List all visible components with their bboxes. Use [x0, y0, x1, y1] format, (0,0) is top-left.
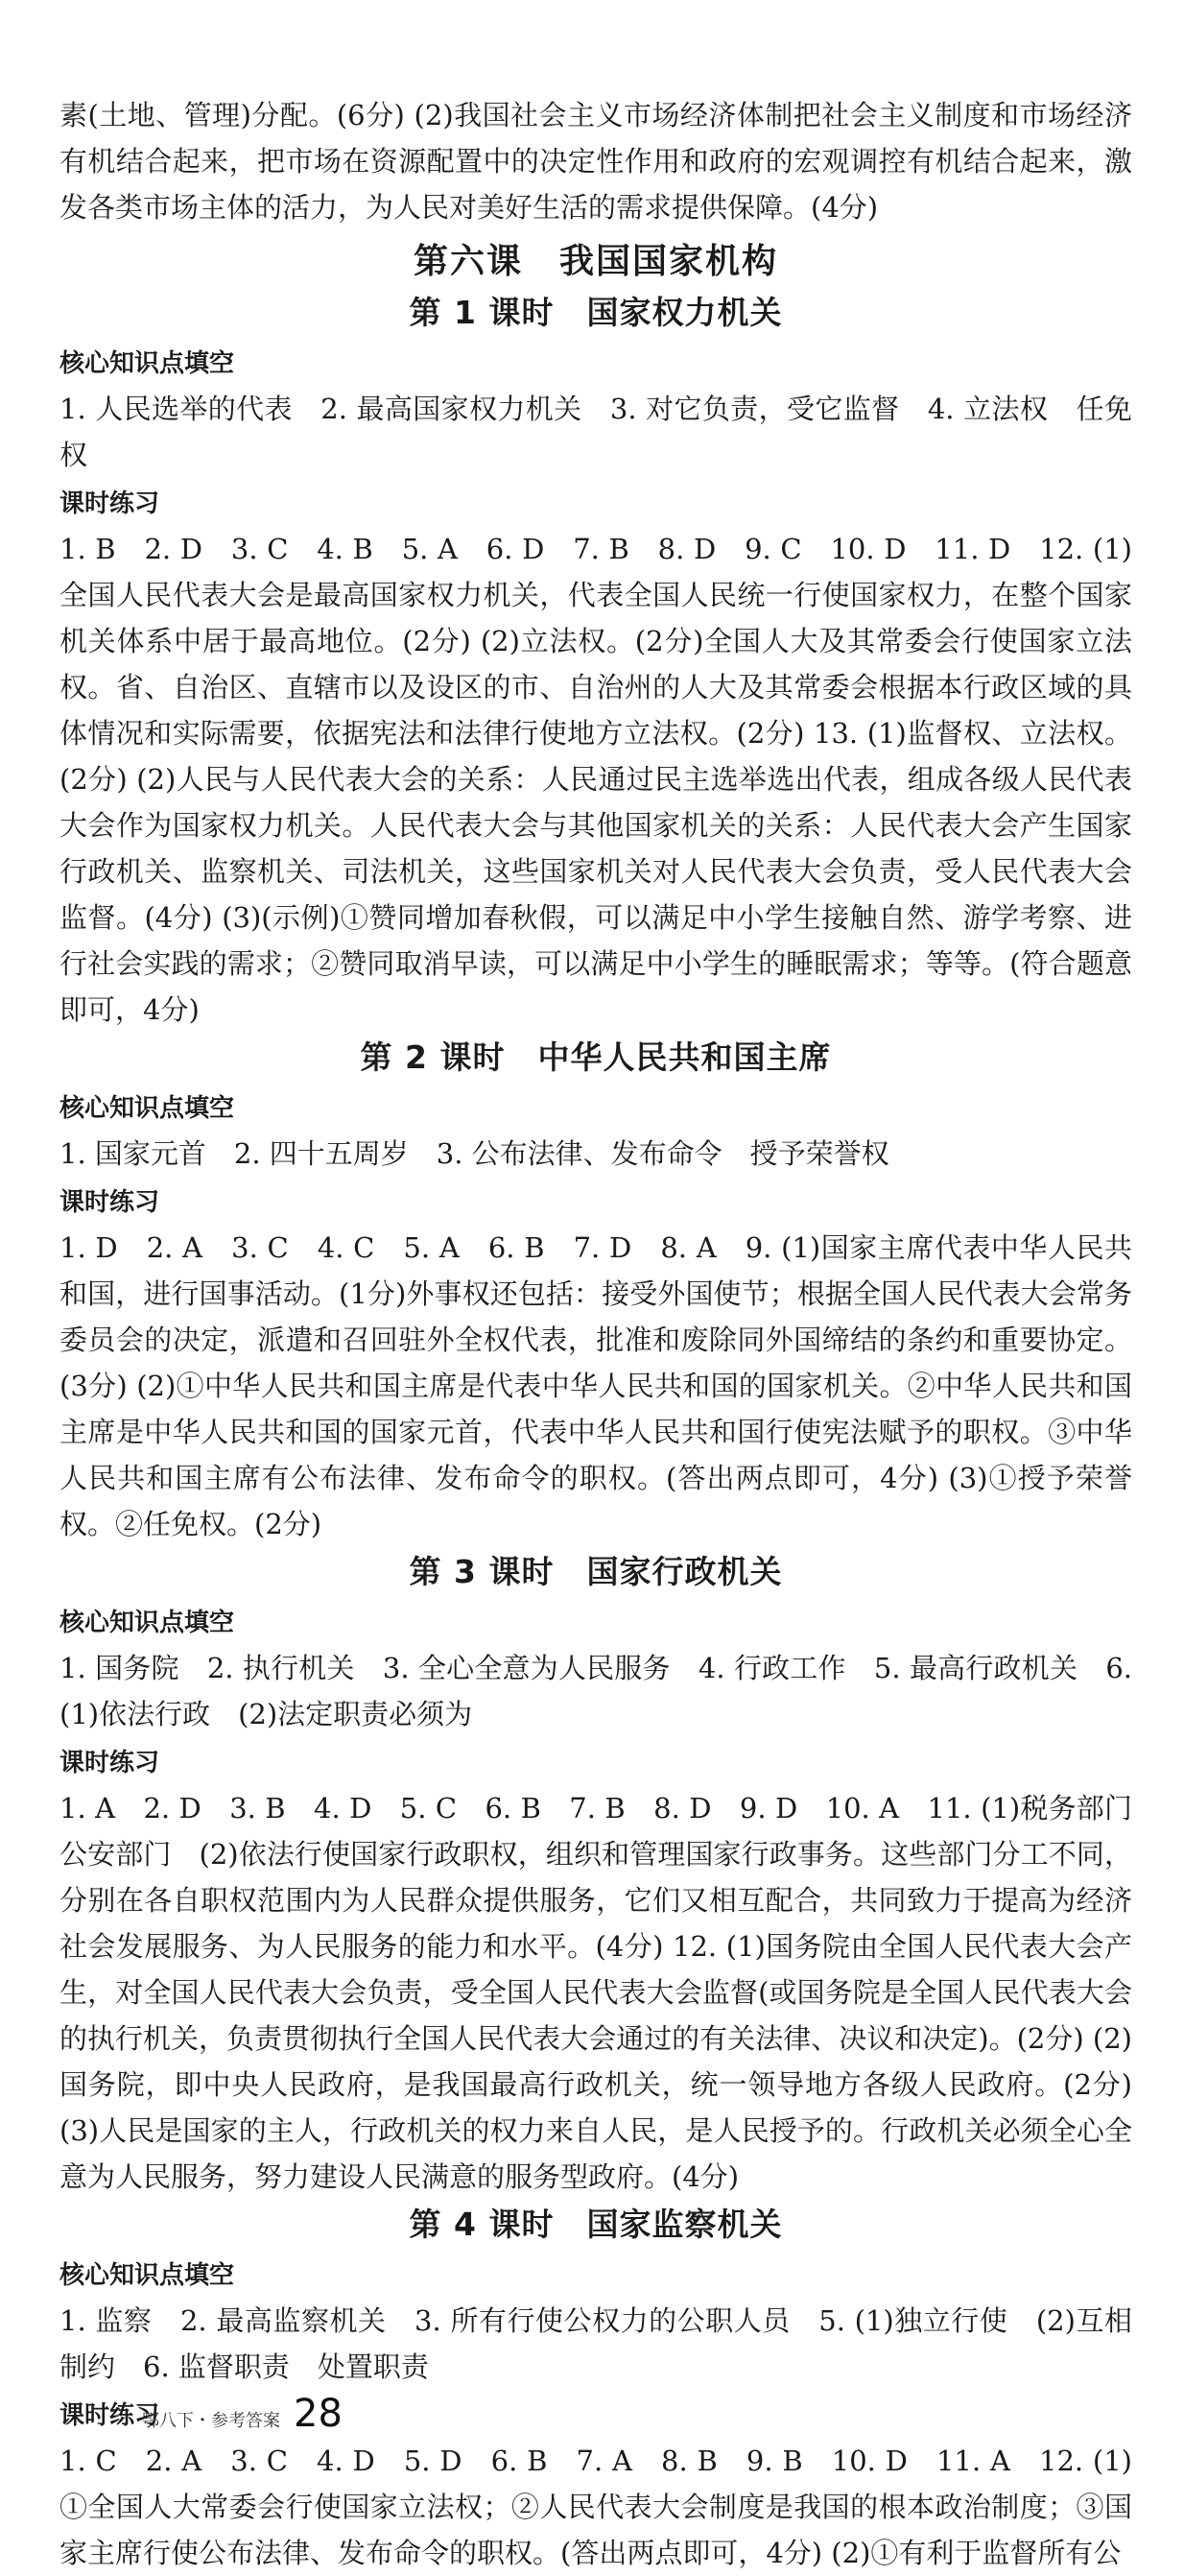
section-2 — [59, 1033, 1132, 1547]
section-title: 第 1 课时 国家权力机关 — [409, 294, 783, 331]
core-knowledge-answers: 1. 国家元首 2. 四十五周岁 3. 公布法律、发布命令 授予荣誉权 — [59, 1137, 889, 1170]
practice-label: 课时练习 — [59, 1188, 160, 1217]
core-knowledge-answers: 1. 国务院 2. 执行机关 3. 全心全意为人民服务 4. 行政工作 5. 最高行政机关 6. (1)依法行政 (2)法定职责必须为 — [59, 1652, 1132, 1730]
section-3 — [59, 1547, 1161, 2200]
practice-label: 课时练习 — [59, 1749, 160, 1777]
practice-answers: 1. C 2. A 3. C 4. D 5. D 6. B 7. A 8. B 9. B 10. D 11. A 12. (1)①全国人大常委会行使国家立法权；②人民代表大会制度是我国的根本政治制度；③国家主席行使公布法律、发布命令的职权。(答出两点即可，4分) (2)①有利于监督所有公 — [59, 2445, 1132, 2569]
page-content — [59, 92, 1161, 2576]
section-4 — [59, 2200, 1132, 2576]
practice-label: 课时练习 — [59, 489, 160, 518]
core-knowledge-answers: 1. 监察 2. 最高监察机关 3. 所有行使公权力的公职人员 5. (1)独立行使 (2)互相制约 6. 监督职责 处置职责 — [59, 2304, 1132, 2383]
practice-answers: 1. D 2. A 3. C 4. C 5. A 6. B 7. D 8. A 9. (1)国家主席代表中华人民共和国，进行国事活动。(1分)外事权还包括：接受外国使节；根据全国人民代表大会常务委员会的决定，派遣和召回驻外全权代表，批准和废除同外国缔结的条约和重要协定。(3分) (2)①中华人民共和国主席是代表中华人民共和国的国家机关。②中华人民共和国主席是中华人民共和国的国家元首，代表中华人民共和国行使宪法赋予的职权。③中华人民共和国主席有公布法律、发布命令的职权。(答出两点即可，4分) (3)①授予荣誉权。②任免权。(2分) — [59, 1231, 1132, 1540]
intro-paragraph: 素(土地、管理)分配。(6分) (2)我国社会主义市场经济体制把社会主义制度和市场经济有机结合起来，把市场在资源配置中的决定性作用和政府的宏观调控有机结合起来，激发各类市场主体的活力，为人民对美好生活的需求提供保障。(4分) — [59, 99, 1132, 224]
practice-label: 课时练习 — [59, 2401, 160, 2430]
core-knowledge-answers: 1. 人民选举的代表 2. 最高国家权力机关 3. 对它负责，受它监督 4. 立法权 任免权 — [59, 393, 1132, 471]
page-footer — [142, 2392, 343, 2436]
core-knowledge-label: 核心知识点填空 — [59, 1609, 235, 1637]
practice-answers: 1. A 2. D 3. B 4. D 5. C 6. B 7. B 8. D 9. D 10. A 11. (1)税务部门 公安部门 (2)依法行使国家行政职权，组织和管理国家行政事务。这些部门分工不同，分别在各自职权范围内为人民群众提供服务，它们又相互配合，共同致力于提高为经济社会发展服务、为人民服务的能力和水平。(4分) 12. (1)国务院由全国人民代表大会产生，对全国人民代表大会负责，受全国人民代表大会监督(或国务院是全国人民代表大会的执行机关，负责贯彻执行全国人民代表大会通过的有关法律、决议和决定)。(2分) (2)国务院，即中央人民政府，是我国最高行政机关，统一领导地方各级人民政府。(2分) (3)人民是国家的主人，行政机关的权力来自人民，是人民授予的。行政机关必须全心全意为人民服务，努力建设人民满意的服务型政府。(4分) — [59, 1792, 1161, 2193]
lesson-title: 第六课 我国国家机构 — [413, 242, 778, 281]
core-knowledge-label: 核心知识点填空 — [59, 1094, 235, 1123]
section-title: 第 3 课时 国家行政机关 — [409, 1553, 783, 1590]
section-title: 第 4 课时 国家监察机关 — [409, 2206, 783, 2243]
section-title: 第 2 课时 中华人民共和国主席 — [360, 1038, 832, 1076]
section-1 — [59, 288, 1132, 1033]
page-number: 28 — [294, 2392, 343, 2436]
core-knowledge-label: 核心知识点填空 — [59, 349, 235, 378]
footer-book-tag: 鄂八下・参考答案 — [142, 2411, 280, 2431]
core-knowledge-label: 核心知识点填空 — [59, 2261, 235, 2290]
practice-answers: 1. B 2. D 3. C 4. B 5. A 6. D 7. B 8. D 9. C 10. D 11. D 12. (1)全国人民代表大会是最高国家权力机关，代表全国人民统一行使国家权力，在整个国家机关体系中居于最高地位。(2分) (2)立法权。(2分)全国人大及其常委会行使国家立法权。省、自治区、直辖市以及设区的市、自治州的人大及其常委会根据本行政区域的具体情况和实际需要，依据宪法和法律行使地方立法权。(2分) 13. (1)监督权、立法权。(2分) (2)人民与人民代表大会的关系：人民通过民主选举选出代表，组成各级人民代表大会作为国家权力机关。人民代表大会与其他国家机关的关系：人民代表大会产生国家行政机关、监察机关、司法机关，这些国家机关对人民代表大会负责，受人民代表大会监督。(4分) (3)(示例)①赞同增加春秋假，可以满足中小学生接触自然、游学考察、进行社会实践的需求；②赞同取消早读，可以满足中小学生的睡眠需求；等等。(符合题意即可，4分) — [59, 533, 1132, 1026]
